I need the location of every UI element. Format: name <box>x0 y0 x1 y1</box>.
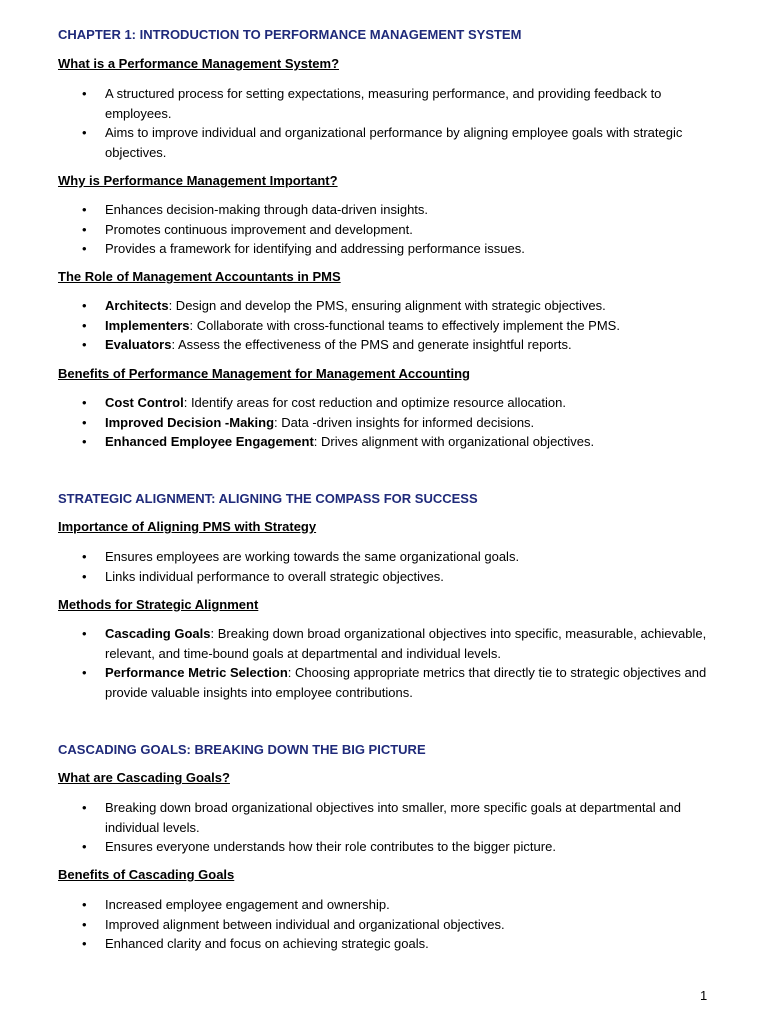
bullet-list <box>0 296 768 355</box>
list-item: • Enhances decision-making through data-driven insights. <box>105 200 715 220</box>
bullet-list <box>0 393 768 452</box>
list-item: • Improved Decision -Making: Data -driven insights for informed decisions. <box>105 413 715 433</box>
section-heading: Benefits of Cascading Goals <box>58 867 235 882</box>
chapter-title: CASCADING GOALS: BREAKING DOWN THE BIG PICTURE <box>58 742 426 757</box>
page-number: 1 <box>700 988 708 1003</box>
list-item: • Provides a framework for identifying and addressing performance issues. <box>105 239 715 259</box>
list-item: • Links individual performance to overall strategic objectives. <box>105 567 715 587</box>
chapter-title: CHAPTER 1: INTRODUCTION TO PERFORMANCE MANAGEMENT SYSTEM <box>58 27 522 42</box>
chapter-title: STRATEGIC ALIGNMENT: ALIGNING THE COMPASS FOR SUCCESS <box>58 491 478 506</box>
bullet-list <box>0 200 768 259</box>
section-heading: The Role of Management Accountants in PMS <box>58 269 341 284</box>
section-heading: What is a Performance Management System? <box>58 56 340 71</box>
list-item: • Promotes continuous improvement and development. <box>105 220 715 240</box>
list-item: • Breaking down broad organizational objectives into smaller, more specific goals at departmental and individual levels. <box>105 798 715 837</box>
bullet-list <box>0 895 768 954</box>
list-item: • Cost Control: Identify areas for cost reduction and optimize resource allocation. <box>105 393 715 413</box>
section-heading: Importance of Aligning PMS with Strategy <box>58 519 317 534</box>
list-item: • Ensures employees are working towards the same organizational goals. <box>105 547 715 567</box>
bullet-list <box>0 84 768 162</box>
list-item: • Cascading Goals: Breaking down broad organizational objectives into specific, measurable, achievable, relevant, and time-bound goals at departmental and individual levels. <box>105 624 715 663</box>
list-item: • Architects: Design and develop the PMS, ensuring alignment with strategic objectives. <box>105 296 715 316</box>
bullet-list <box>0 798 768 857</box>
list-item: • Increased employee engagement and ownership. <box>105 895 715 915</box>
list-item: • Evaluators: Assess the effectiveness of the PMS and generate insightful reports. <box>105 335 715 355</box>
list-item: • Enhanced Employee Engagement: Drives alignment with organizational objectives. <box>105 432 715 452</box>
section-heading: Why is Performance Management Important? <box>58 173 338 188</box>
list-item: • Enhanced clarity and focus on achieving strategic goals. <box>105 934 715 954</box>
section-heading: What are Cascading Goals? <box>58 770 230 785</box>
section-heading: Methods for Strategic Alignment <box>58 597 259 612</box>
list-item: • Ensures everyone understands how their role contributes to the bigger picture. <box>105 837 715 857</box>
section-heading: Benefits of Performance Management for Management Accounting <box>58 366 470 381</box>
bullet-list <box>0 624 768 702</box>
bullet-list <box>0 547 768 586</box>
list-item: • Aims to improve individual and organizational performance by aligning employee goals with strategic objectives. <box>105 123 715 162</box>
list-item: • A structured process for setting expectations, measuring performance, and providing feedback to employees. <box>105 84 715 123</box>
list-item: • Implementers: Collaborate with cross-functional teams to effectively implement the PMS. <box>105 316 715 336</box>
list-item: • Performance Metric Selection: Choosing appropriate metrics that directly tie to strategic objectives and provide valuable insights into employee contributions. <box>105 663 715 702</box>
list-item: • Improved alignment between individual and organizational objectives. <box>105 915 715 935</box>
